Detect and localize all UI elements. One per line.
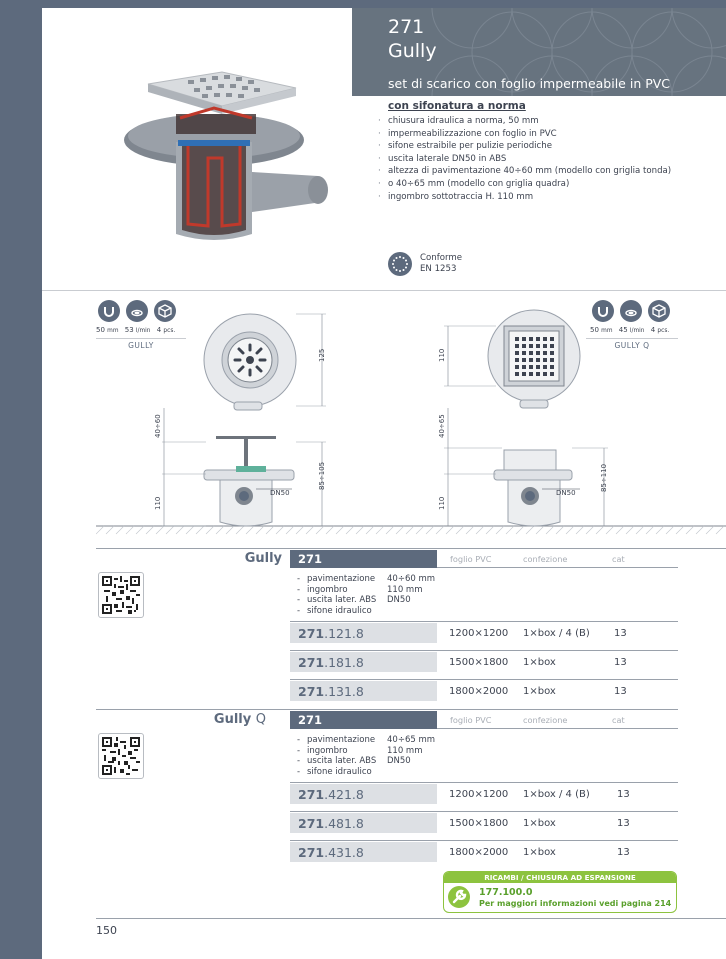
qr-code[interactable] — [98, 733, 144, 779]
seal-value: 50 mm — [590, 326, 613, 334]
col-header-sheet: foglio PVC — [450, 715, 492, 725]
spare-text: Per maggiori informazioni vedi pagina 214 — [479, 899, 672, 908]
dim-a-left: 40÷60 — [154, 414, 162, 438]
table-row-code: 271.131.8 — [290, 681, 437, 701]
divider — [437, 728, 678, 729]
cell-pack: 1×box — [523, 686, 556, 697]
divider — [96, 709, 678, 710]
conform-label: Conforme — [420, 253, 463, 263]
wrench-icon — [448, 886, 470, 908]
spare-code: 177.100.0 — [479, 887, 533, 898]
spec-value: 40÷65 mm — [387, 735, 436, 745]
cell-sheet: 1800×2000 — [449, 686, 509, 697]
cell-pack: 1×box — [523, 657, 556, 668]
spec-value: DN50 — [387, 595, 411, 606]
col-header-pack: confezione — [523, 715, 568, 725]
col-header-cat: cat — [612, 554, 625, 564]
spec-key: - sifone idraulico — [297, 767, 387, 778]
feature-item: · sifone estraibile per pulizie periodiche — [378, 140, 718, 153]
table-row-code: 271.481.8 — [290, 813, 437, 833]
divider — [290, 811, 678, 812]
spec-value: 110 mm — [387, 745, 423, 756]
spec-key: - uscita later. ABS — [297, 756, 387, 767]
feature-item: · uscita laterale DN50 in ABS — [378, 153, 718, 166]
product-number: 271 — [388, 16, 425, 38]
table-row-code: 271.121.8 — [290, 623, 437, 643]
spec-key: - uscita later. ABS — [297, 595, 387, 606]
gully-top-view — [204, 314, 296, 410]
feature-item: · impermeabilizzazione con foglio in PVC — [378, 128, 718, 141]
features-list — [378, 115, 718, 203]
cell-sheet: 1200×1200 — [449, 789, 509, 800]
sidebar-band — [0, 0, 42, 959]
col-header-cat: cat — [612, 715, 625, 725]
dim-b-right: 110 — [438, 496, 446, 510]
spec-key: - ingombro — [297, 585, 387, 596]
cell-sheet: 1200×1200 — [449, 628, 509, 639]
group-name-gully: Gully — [244, 551, 282, 566]
cell-cat: 13 — [617, 818, 630, 829]
spec-list-gully-q — [297, 735, 435, 777]
pcs-value: 4 pcs. — [156, 326, 176, 334]
spec-key: - sifone idraulico — [297, 606, 387, 617]
features-title: con sifonatura a norma — [388, 100, 526, 112]
divider — [290, 679, 678, 680]
product-subtitle: set di scarico con foglio impermeabile in PVC — [388, 76, 671, 91]
page-number: 150 — [96, 924, 117, 937]
product-cutaway-image — [118, 62, 338, 258]
divider — [42, 290, 726, 291]
spec-key: - ingombro — [297, 746, 387, 757]
gully-q-top-view — [488, 310, 580, 408]
table-row-code: 271.421.8 — [290, 784, 437, 804]
cell-pack: 1×box — [523, 818, 556, 829]
qr-code[interactable] — [98, 572, 144, 618]
footer-line — [96, 918, 726, 919]
feature-item: · altezza di pavimentazione 40÷60 mm (modello con griglia tonda) — [378, 165, 718, 178]
seal-value: 50 mm — [96, 326, 119, 334]
divider — [290, 782, 678, 783]
spec-label-gully: GULLY — [96, 338, 186, 350]
cell-pack: 1×box / 4 (B) — [523, 628, 590, 639]
cell-cat: 13 — [617, 847, 630, 858]
cell-cat: 13 — [614, 657, 627, 668]
outlet-label-left: DN50 — [270, 489, 290, 497]
spec-key: - pavimentazione — [297, 574, 387, 585]
table-row-code: 271.181.8 — [290, 652, 437, 672]
cell-cat: 13 — [614, 628, 627, 639]
cell-cat: 13 — [617, 789, 630, 800]
spec-key: - pavimentazione — [297, 735, 387, 746]
divider — [290, 621, 678, 622]
feature-item: · chiusura idraulica a norma, 50 mm — [378, 115, 718, 128]
spare-title: RICAMBI / CHIUSURA AD ESPANSIONE — [444, 872, 676, 883]
spec-value: 110 mm — [387, 584, 423, 595]
technical-drawing — [96, 300, 726, 536]
flow-value: 53 l/min — [124, 326, 151, 334]
cell-pack: 1×box — [523, 847, 556, 858]
table-row-code: 271.431.8 — [290, 842, 437, 862]
group-name-gully-q: Gully Q — [213, 712, 266, 727]
flow-value: 45 l/min — [618, 326, 645, 334]
divider — [290, 840, 678, 841]
outlet-label-right: DN50 — [556, 489, 576, 497]
group-code-gully: 271 — [290, 550, 437, 568]
cell-sheet: 1500×1800 — [449, 818, 509, 829]
conform-norm: EN 1253 — [420, 264, 457, 274]
col-header-pack: confezione — [523, 554, 568, 564]
dim-c-right: 85÷110 — [600, 463, 608, 492]
cell-pack: 1×box / 4 (B) — [523, 789, 590, 800]
dim-c-left: 85÷105 — [318, 461, 326, 490]
product-header — [352, 8, 726, 96]
dim-a-right: 40÷65 — [438, 414, 446, 438]
table-top-line — [96, 548, 726, 549]
col-header-sheet: foglio PVC — [450, 554, 492, 564]
spec-value: DN50 — [387, 756, 411, 767]
group-code-gully-q: 271 — [290, 711, 437, 729]
divider — [437, 567, 678, 568]
dim-b-left: 110 — [154, 496, 162, 510]
spec-label-gully-q: GULLY Q — [586, 338, 678, 350]
dim-top-right: 110 — [438, 348, 446, 362]
spare-parts-box[interactable] — [443, 871, 677, 913]
features-block — [378, 100, 718, 203]
dim-top-left: 125 — [318, 348, 326, 362]
top-band — [42, 0, 726, 8]
product-name: Gully — [388, 40, 437, 62]
spec-value: 40÷60 mm — [387, 574, 436, 584]
cell-sheet: 1800×2000 — [449, 847, 509, 858]
feature-item: · ingombro sottotraccia H. 110 mm — [378, 191, 718, 204]
gully-q-side-view — [494, 450, 580, 526]
cell-sheet: 1500×1800 — [449, 657, 509, 668]
cell-cat: 13 — [614, 686, 627, 697]
spec-list-gully — [297, 574, 435, 616]
divider — [290, 650, 678, 651]
pcs-value: 4 pcs. — [650, 326, 670, 334]
eu-stars-icon — [388, 252, 412, 276]
gully-side-view — [204, 436, 294, 526]
feature-item: · o 40÷65 mm (modello con griglia quadra) — [378, 178, 718, 191]
